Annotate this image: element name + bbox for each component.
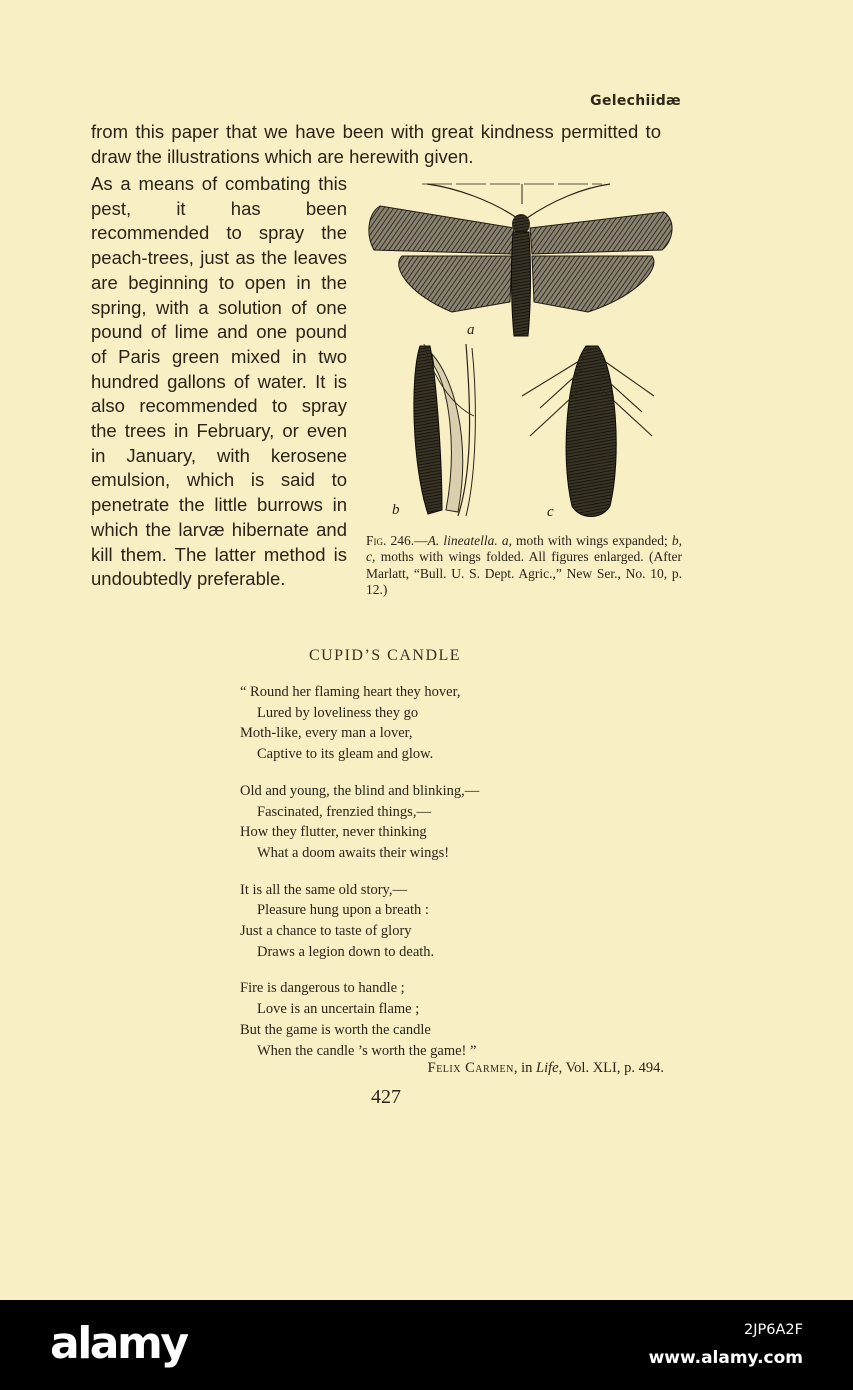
poem-line: But the game is worth the candle: [240, 1021, 431, 1038]
poem-line: It is all the same old story,—: [240, 881, 407, 898]
poem-attribution: [428, 1060, 664, 1077]
figure-caption: Fig. 246.—A. lineatella. a, moth with wings expanded; b, c, moths with wings folded. All figures enlarged. (After Marlatt, “Bull. U. S. Dept. Agric.,” New Ser., No. 10, p. 12.): [366, 533, 683, 597]
caption-label-bc: b, c,: [366, 533, 683, 565]
label-c: c: [547, 504, 554, 520]
poem-stanza: [240, 781, 670, 864]
poem-line: When the candle ’s worth the game! ”: [257, 1042, 477, 1059]
poem-line: Draws a legion down to death.: [257, 943, 435, 960]
body-paragraph: As a means of combating this pest, it has been recommended to spray the peach-trees, just as the leaves are beginning to open in the spring, with a solution of one pound of lime and one pound of Paris green mixed in two hundred gallons of water. It is also recommended to spray the trees in February, or even in January, with kerosene emulsion, which is said to penetrate the little burrows in which the larvæ hibernate and kill them. The latter method is undoubtedly preferable.: [91, 173, 347, 590]
attribution-in: , in: [513, 1060, 537, 1076]
poem-line: “ Round her flaming heart they hover,: [240, 684, 461, 700]
moth-b-drawing: [414, 344, 475, 516]
caption-text-2: moths with wings folded. All figures enlarged. (After Marlatt, “Bull. U. S. Dept. Agric.,” New Ser., No. 10, p. 12.): [366, 549, 682, 597]
alamy-logo: alamy: [50, 1318, 187, 1369]
poem-line: Lured by loveliness they go: [257, 704, 419, 721]
page-number: 427: [371, 1086, 401, 1108]
site-url: www.alamy.com: [648, 1348, 803, 1368]
caption-species: A. lineatella.: [427, 533, 498, 548]
caption-label-a: a,: [501, 533, 512, 548]
poem-stanza: [240, 978, 670, 1061]
intro-paragraph: from this paper that we have been with great kindness permitted to draw the illustrations which are herewith given.: [91, 121, 661, 167]
moth-figure: [362, 176, 682, 521]
poem-line: Old and young, the blind and blinking,—: [240, 782, 480, 799]
attribution-source: Life: [536, 1060, 559, 1076]
poem-body: [240, 682, 670, 1077]
poem-line: Pleasure hung upon a breath :: [257, 902, 429, 919]
image-id: 2JP6A2F: [744, 1322, 803, 1338]
label-a: a: [467, 322, 475, 338]
poem-stanza: [240, 880, 670, 963]
moth-a-drawing: [369, 184, 672, 336]
running-header: Gelechiidæ: [590, 93, 681, 109]
poem-line: What a doom awaits their wings!: [257, 844, 450, 861]
label-b: b: [392, 502, 400, 518]
poem-title: CUPID’S CANDLE: [308, 647, 462, 664]
attribution-rest: , Vol. XLI, p. 494.: [558, 1060, 664, 1076]
moth-c-drawing: [522, 346, 654, 517]
caption-fig-label: Fig. 246.: [366, 533, 415, 548]
poem-line: Moth-like, every man a lover,: [240, 725, 413, 742]
poem-line: Fascinated, frenzied things,—: [257, 803, 431, 820]
caption-text-1: moth with wings expanded;: [511, 533, 672, 548]
poem-line: Fire is dangerous to handle ;: [240, 980, 405, 997]
poem-line: Love is an uncertain flame ;: [257, 1001, 420, 1018]
poem-line: Captive to its gleam and glow.: [257, 746, 434, 763]
attribution-author: Felix Carmen: [427, 1060, 514, 1076]
poem-line: Just a chance to taste of glory: [240, 923, 412, 940]
poem-line: How they flutter, never thinking: [240, 824, 427, 841]
poem-stanza: [240, 682, 670, 765]
